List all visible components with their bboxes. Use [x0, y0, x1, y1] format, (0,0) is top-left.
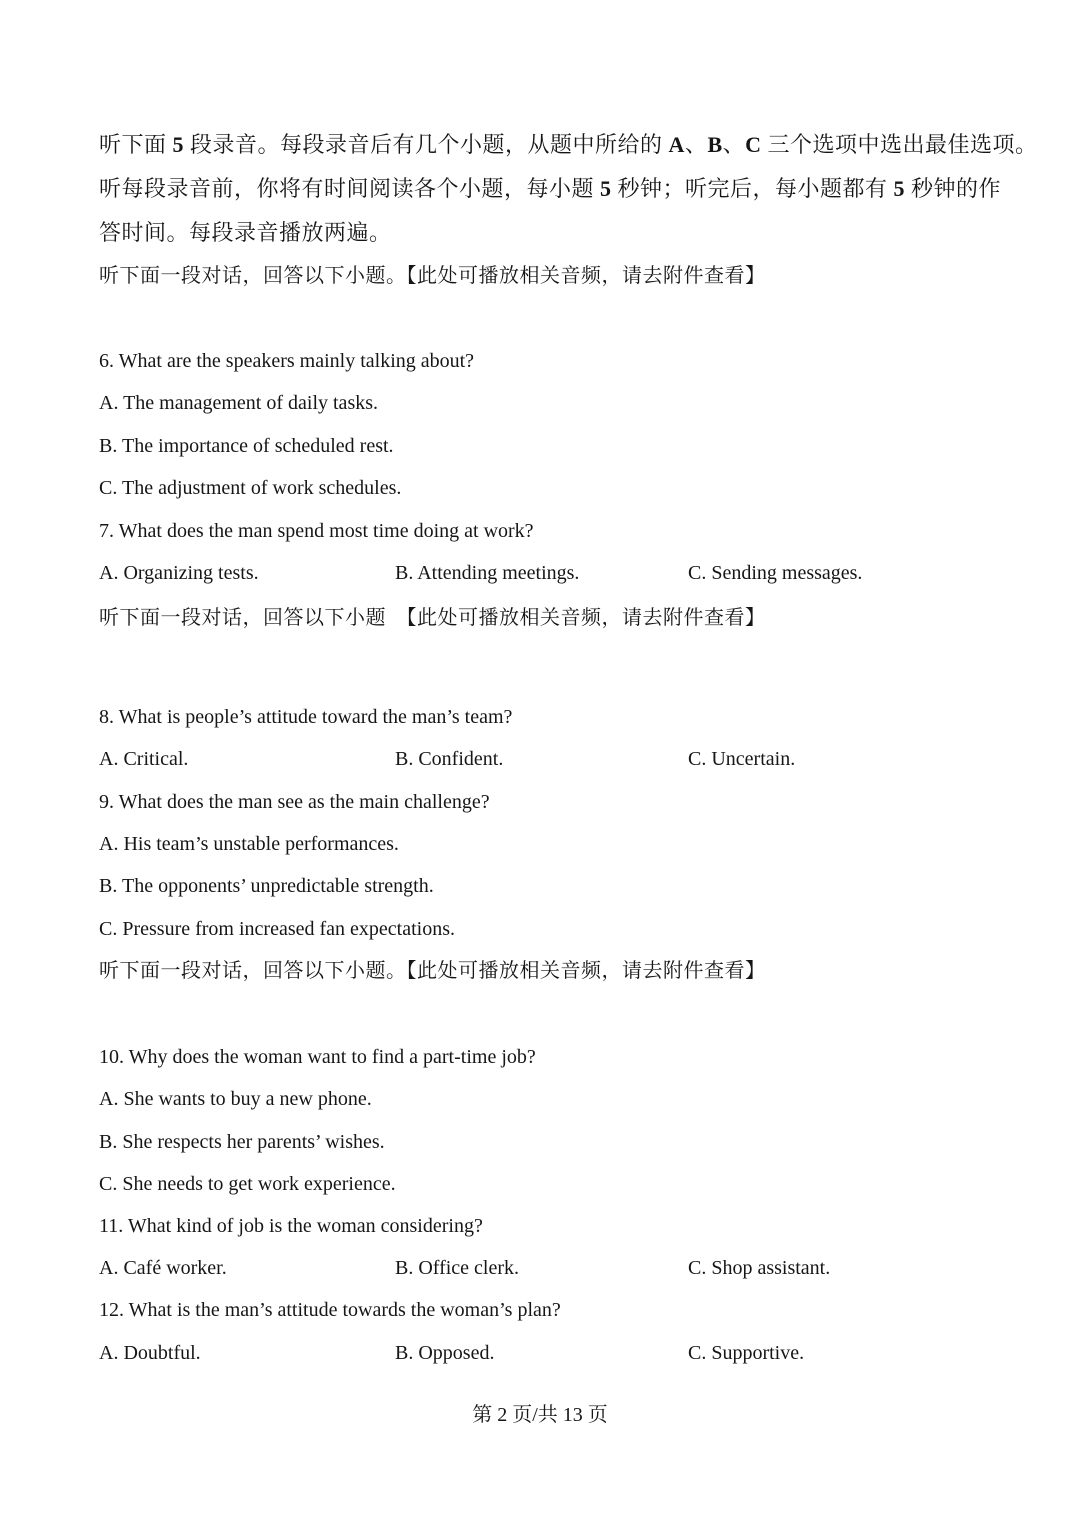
intro-line: [99, 219, 995, 247]
question-text: 8. What is people’s attitude toward the man’s team?: [99, 706, 513, 728]
intro-text: 答时间。每段录音播放两遍。: [99, 220, 392, 245]
option-text: A. She wants to buy a new phone.: [99, 1088, 372, 1110]
intro-text: 听下面: [99, 132, 173, 157]
intro-text-bold: B: [707, 132, 723, 157]
intro-text: 、: [684, 132, 708, 157]
question-text: 12. What is the man’s attitude towards the woman’s plan?: [99, 1299, 561, 1321]
intro-text: 、: [722, 132, 746, 157]
option-text: C. She needs to get work experience.: [99, 1173, 396, 1195]
option-text: C. The adjustment of work schedules.: [99, 477, 402, 499]
audio-prompt: 听下面一段对话，回答以下小题。【此处可播放相关音频，请去附件查看】: [99, 960, 766, 982]
intro-text: 听每段录音前，你将有时间阅读各个小题，每小题: [99, 176, 601, 201]
intro-text: 秒钟；听完后，每小题都有: [611, 176, 894, 201]
intro-text-bold: A: [668, 132, 685, 157]
option-text: B. Office clerk.: [395, 1257, 520, 1279]
options-row: [99, 1254, 995, 1282]
intro-text: 秒钟的作: [905, 176, 1002, 201]
option-text: B. Confident.: [395, 748, 504, 770]
intro-text-bold: C: [745, 132, 762, 157]
option-text: A. His team’s unstable performances.: [99, 833, 399, 855]
options-row: [99, 745, 995, 773]
option-text: C. Supportive.: [688, 1342, 805, 1364]
intro-line: [99, 131, 1038, 159]
question-text: 7. What does the man spend most time doing at work?: [99, 520, 534, 542]
intro-line: [99, 175, 1002, 203]
option-text: B. The opponents’ unpredictable strength.: [99, 875, 434, 897]
page-number: 第 2 页/共 13 页: [472, 1404, 608, 1426]
question-text: 10. Why does the woman want to find a part-time job?: [99, 1046, 536, 1068]
intro-text-bold: 5: [893, 176, 906, 201]
option-text: B. Attending meetings.: [395, 562, 580, 584]
option-text: A. Organizing tests.: [99, 562, 259, 584]
option-text: C. Uncertain.: [688, 748, 796, 770]
question-text: 9. What does the man see as the main challenge?: [99, 791, 490, 813]
options-row: [99, 1339, 995, 1367]
question-text: 6. What are the speakers mainly talking about?: [99, 350, 475, 372]
option-text: A. Doubtful.: [99, 1342, 201, 1364]
intro-text-bold: 5: [172, 132, 185, 157]
option-text: B. The importance of scheduled rest.: [99, 435, 394, 457]
option-text: B. She respects her parents’ wishes.: [99, 1131, 385, 1153]
audio-prompt: 听下面一段对话，回答以下小题。【此处可播放相关音频，请去附件查看】: [99, 265, 766, 287]
audio-prompt: 听下面一段对话，回答以下小题 【此处可播放相关音频，请去附件查看】: [99, 607, 766, 629]
exam-content: [99, 0, 1038, 1529]
intro-text: 段录音。每段录音后有几个小题，从题中所给的: [184, 132, 669, 157]
option-text: A. Café worker.: [99, 1257, 227, 1279]
options-row: [99, 559, 995, 587]
option-text: C. Pressure from increased fan expectations.: [99, 918, 455, 940]
question-text: 11. What kind of job is the woman considering?: [99, 1215, 483, 1237]
intro-text-bold: 5: [600, 176, 612, 201]
intro-text: 三个选项中选出最佳选项。: [761, 132, 1038, 157]
option-text: A. Critical.: [99, 748, 189, 770]
option-text: B. Opposed.: [395, 1342, 495, 1364]
option-text: A. The management of daily tasks.: [99, 392, 379, 414]
option-text: C. Shop assistant.: [688, 1257, 831, 1279]
option-text: C. Sending messages.: [688, 562, 863, 584]
